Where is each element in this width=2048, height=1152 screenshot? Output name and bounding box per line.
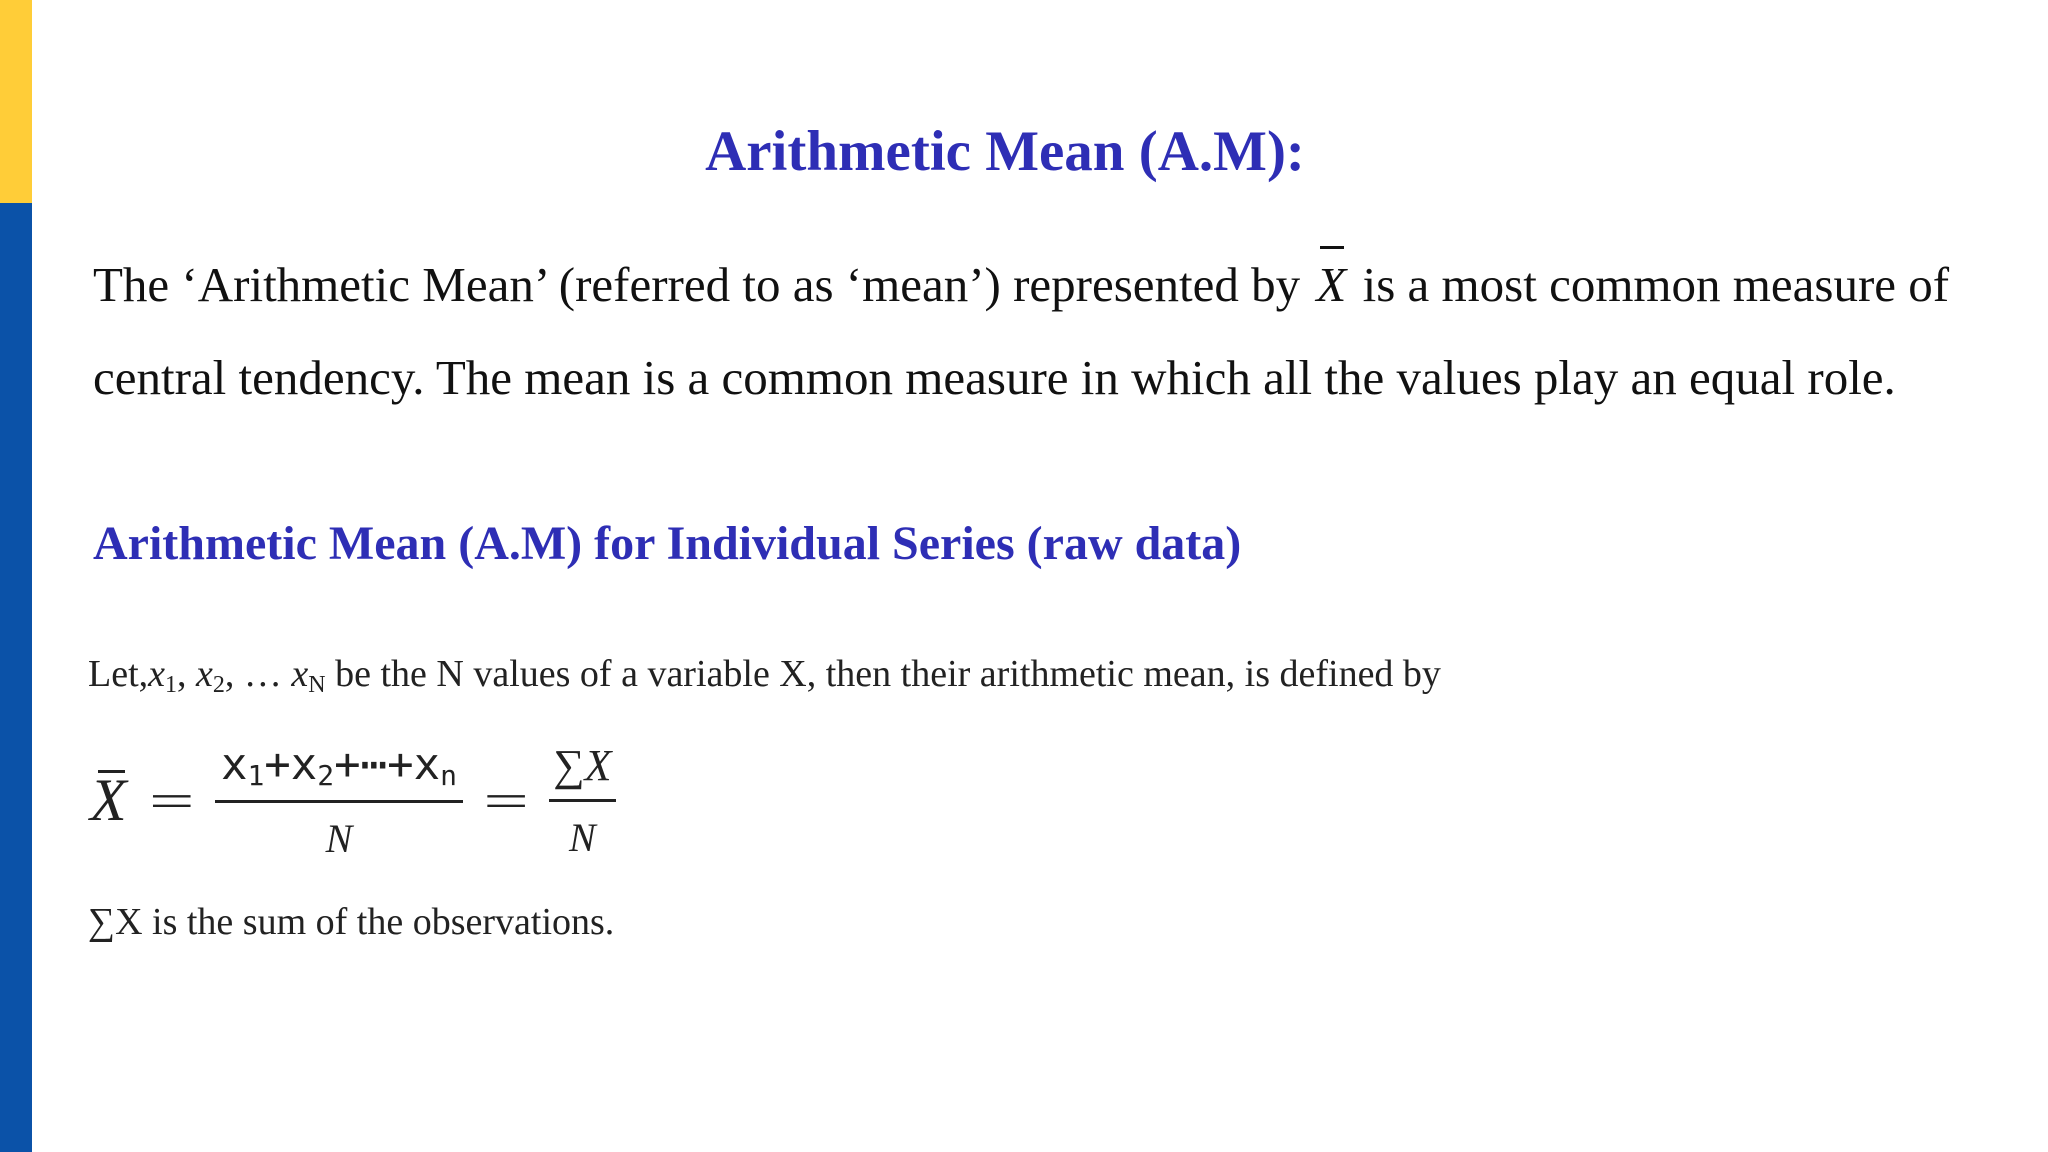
intro-text-before: The ‘Arithmetic Mean’ (referred to as ‘mean’) represented by: [93, 257, 1313, 312]
definition-tail: be the N values of a variable X, then their arithmetic mean, is defined by: [325, 653, 1441, 695]
num-sub2: 2: [317, 758, 335, 792]
definition-lead: Let,: [88, 653, 149, 695]
formula-denominator-1: N: [325, 815, 353, 861]
num-sub1: 1: [247, 758, 265, 792]
formula-fraction-2: [549, 740, 615, 861]
definition-ellipsis: , …: [224, 653, 292, 695]
num2-x: X: [584, 740, 612, 790]
var-x1: x: [148, 653, 166, 695]
num-x1: x: [220, 738, 248, 790]
mean-formula: [88, 735, 616, 865]
num-subn: n: [440, 758, 457, 792]
definition-sep: ,: [177, 653, 197, 695]
section-subtitle: Arithmetic Mean (A.M) for Individual Series (raw data): [93, 517, 1242, 570]
x-bar-symbol: X: [1312, 238, 1350, 331]
slide-title: Arithmetic Mean (A.M):: [705, 120, 1305, 183]
formula-lhs-xbar: X: [90, 766, 127, 833]
formula-denominator-2: N: [569, 814, 596, 860]
formula-numerator-1: [215, 739, 463, 803]
var-x1-sub: 1: [165, 672, 178, 698]
num-plus-x2: +x: [264, 738, 318, 790]
formula-fraction-1: [215, 739, 463, 862]
formula-equals-1: =: [146, 765, 197, 835]
var-x2: x: [196, 653, 213, 695]
formula-numerator-2: [549, 740, 615, 802]
formula-equals-2: =: [480, 765, 532, 835]
var-x2-sub: 2: [212, 672, 225, 698]
sum-note: ∑X is the sum of the observations.: [88, 901, 615, 943]
accent-bar-blue: [0, 203, 32, 1152]
intro-paragraph: [93, 238, 1973, 424]
sigma-symbol: ∑: [553, 740, 585, 790]
intro-text-after: is a most common measure of central tendency. The mean is a common measure in which all the values play an equal role.: [93, 257, 1950, 405]
definition-line: [88, 652, 1441, 700]
var-xn: x: [291, 653, 309, 695]
num-dots-xn: +⋯+x: [334, 738, 441, 790]
var-xn-sub: N: [308, 672, 326, 698]
